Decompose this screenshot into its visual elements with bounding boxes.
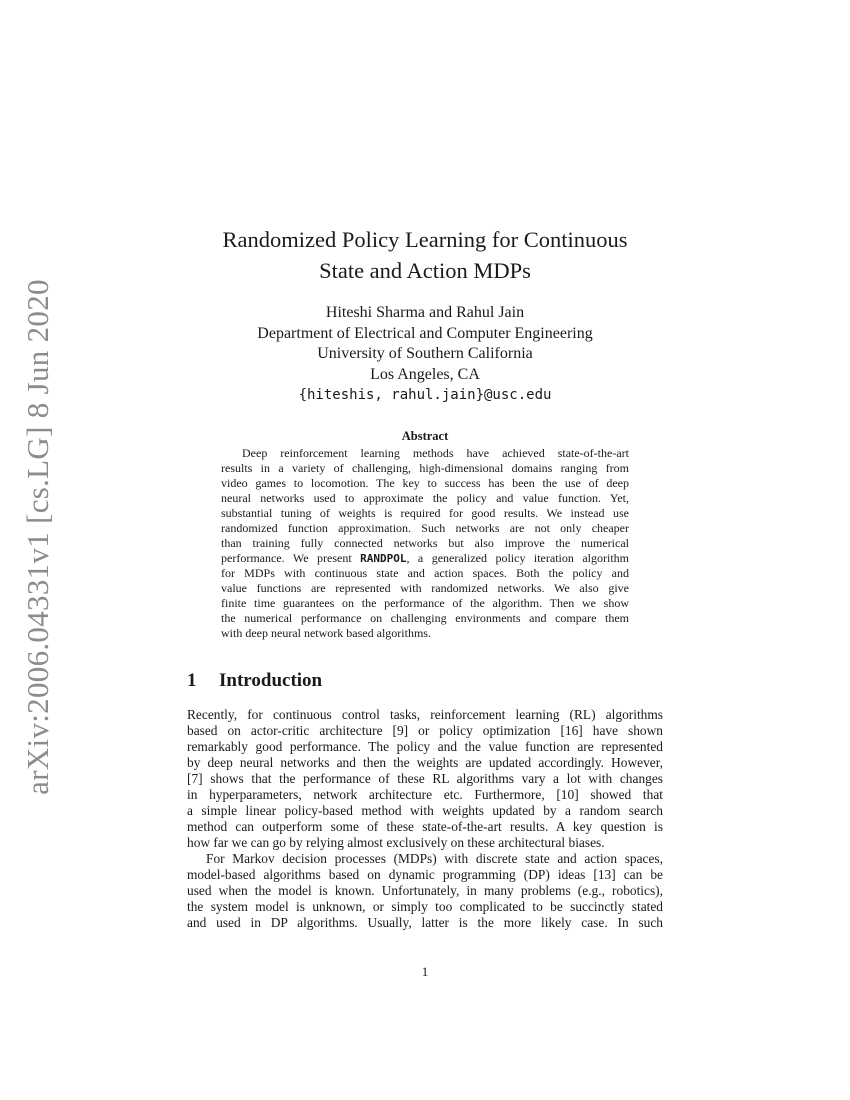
body-line: a simple linear policy-based method with weights updated by a random search — [187, 803, 663, 818]
abstract-line: neural networks used to approximate the policy and value function. Yet, — [221, 491, 629, 505]
body-line: Recently, for continuous control tasks, reinforcement learning (RL) algorithms — [187, 707, 663, 722]
body-line: the system model is unknown, or simply too complicated to be succinctly stated — [187, 899, 663, 914]
abstract-line: video games to locomotion. The key to success has been the use of deep — [221, 476, 629, 490]
body-line: how far we can go by relying almost exclusively on these architectural biases. — [187, 835, 605, 850]
abstract-line: substantial tuning of weights is required for good results. We instead use — [221, 506, 629, 520]
author-block — [200, 303, 650, 406]
abstract-line: than training fully connected networks but also improve the numerical — [221, 536, 629, 550]
body-line: by deep neural networks and then the weights are updated accordingly. However, — [187, 755, 663, 770]
section-heading-introduction — [187, 670, 322, 692]
body-line: model-based algorithms based on dynamic programming (DP) ideas [13] can be — [187, 867, 663, 882]
title-line-2: State and Action MDPs — [319, 258, 531, 283]
author-university: University of Southern California — [317, 345, 533, 362]
abstract-heading: Abstract — [401, 429, 449, 443]
author-names: Hiteshi Sharma and Rahul Jain — [325, 304, 525, 321]
section-number: 1 — [187, 670, 197, 691]
author-location: Los Angeles, CA — [370, 365, 480, 383]
abstract-text: , a generalized policy iteration algorithm — [406, 551, 629, 565]
body-line: based on actor-critic architecture [9] or policy optimization [16] have shown — [187, 723, 663, 738]
title-line-1: Randomized Policy Learning for Continuous — [222, 227, 628, 252]
body-line: remarkably good performance. The policy and the value function are represented — [187, 739, 663, 754]
abstract-line: finite time guarantees on the performance of the algorithm. Then we show — [221, 596, 629, 610]
algorithm-name: RANDPOL — [360, 552, 407, 565]
body-line: method can outperform some of these state-of-the-art results. A key question is — [187, 819, 663, 834]
page-number: 1 — [421, 964, 429, 979]
author-email: {hiteshis, rahul.jain}@usc.edu — [298, 387, 552, 403]
abstract-line: results in a variety of challenging, high-dimensional domains ranging from — [221, 461, 629, 475]
arxiv-identifier-stamp: arXiv:2006.04331v1 [cs.LG] 8 Jun 2020 — [20, 279, 55, 795]
abstract-line: with deep neural network based algorithms. — [221, 626, 431, 640]
section-title: Introduction — [219, 670, 323, 691]
body-line: used when the model is known. Unfortunately, in many problems (e.g., robotics), — [187, 883, 663, 898]
body-line: and used in DP algorithms. Usually, latter is the more likely case. In such — [187, 915, 663, 930]
author-department: Department of Electrical and Computer Engineering — [257, 324, 593, 342]
abstract-line — [221, 551, 629, 566]
abstract-text: performance. We present — [221, 551, 361, 565]
abstract-line: value functions are represented with randomized networks. We also give — [221, 581, 629, 595]
abstract-line: the numerical performance on challenging environments and compare them — [221, 611, 629, 625]
body-line: For Markov decision processes (MDPs) with discrete state and action spaces, — [206, 851, 663, 866]
body-line: in hyperparameters, network architecture etc. Furthermore, [10] showed that — [187, 787, 663, 802]
abstract-line: for MDPs with continuous state and action spaces. Both the policy and — [221, 566, 629, 580]
abstract-line: Deep reinforcement learning methods have achieved state-of-the-art — [242, 446, 629, 460]
abstract-line: randomized function approximation. Such networks are not only cheaper — [221, 521, 629, 535]
body-line: [7] shows that the performance of these RL algorithms vary a lot with changes — [187, 771, 663, 786]
paper-title — [180, 224, 670, 286]
